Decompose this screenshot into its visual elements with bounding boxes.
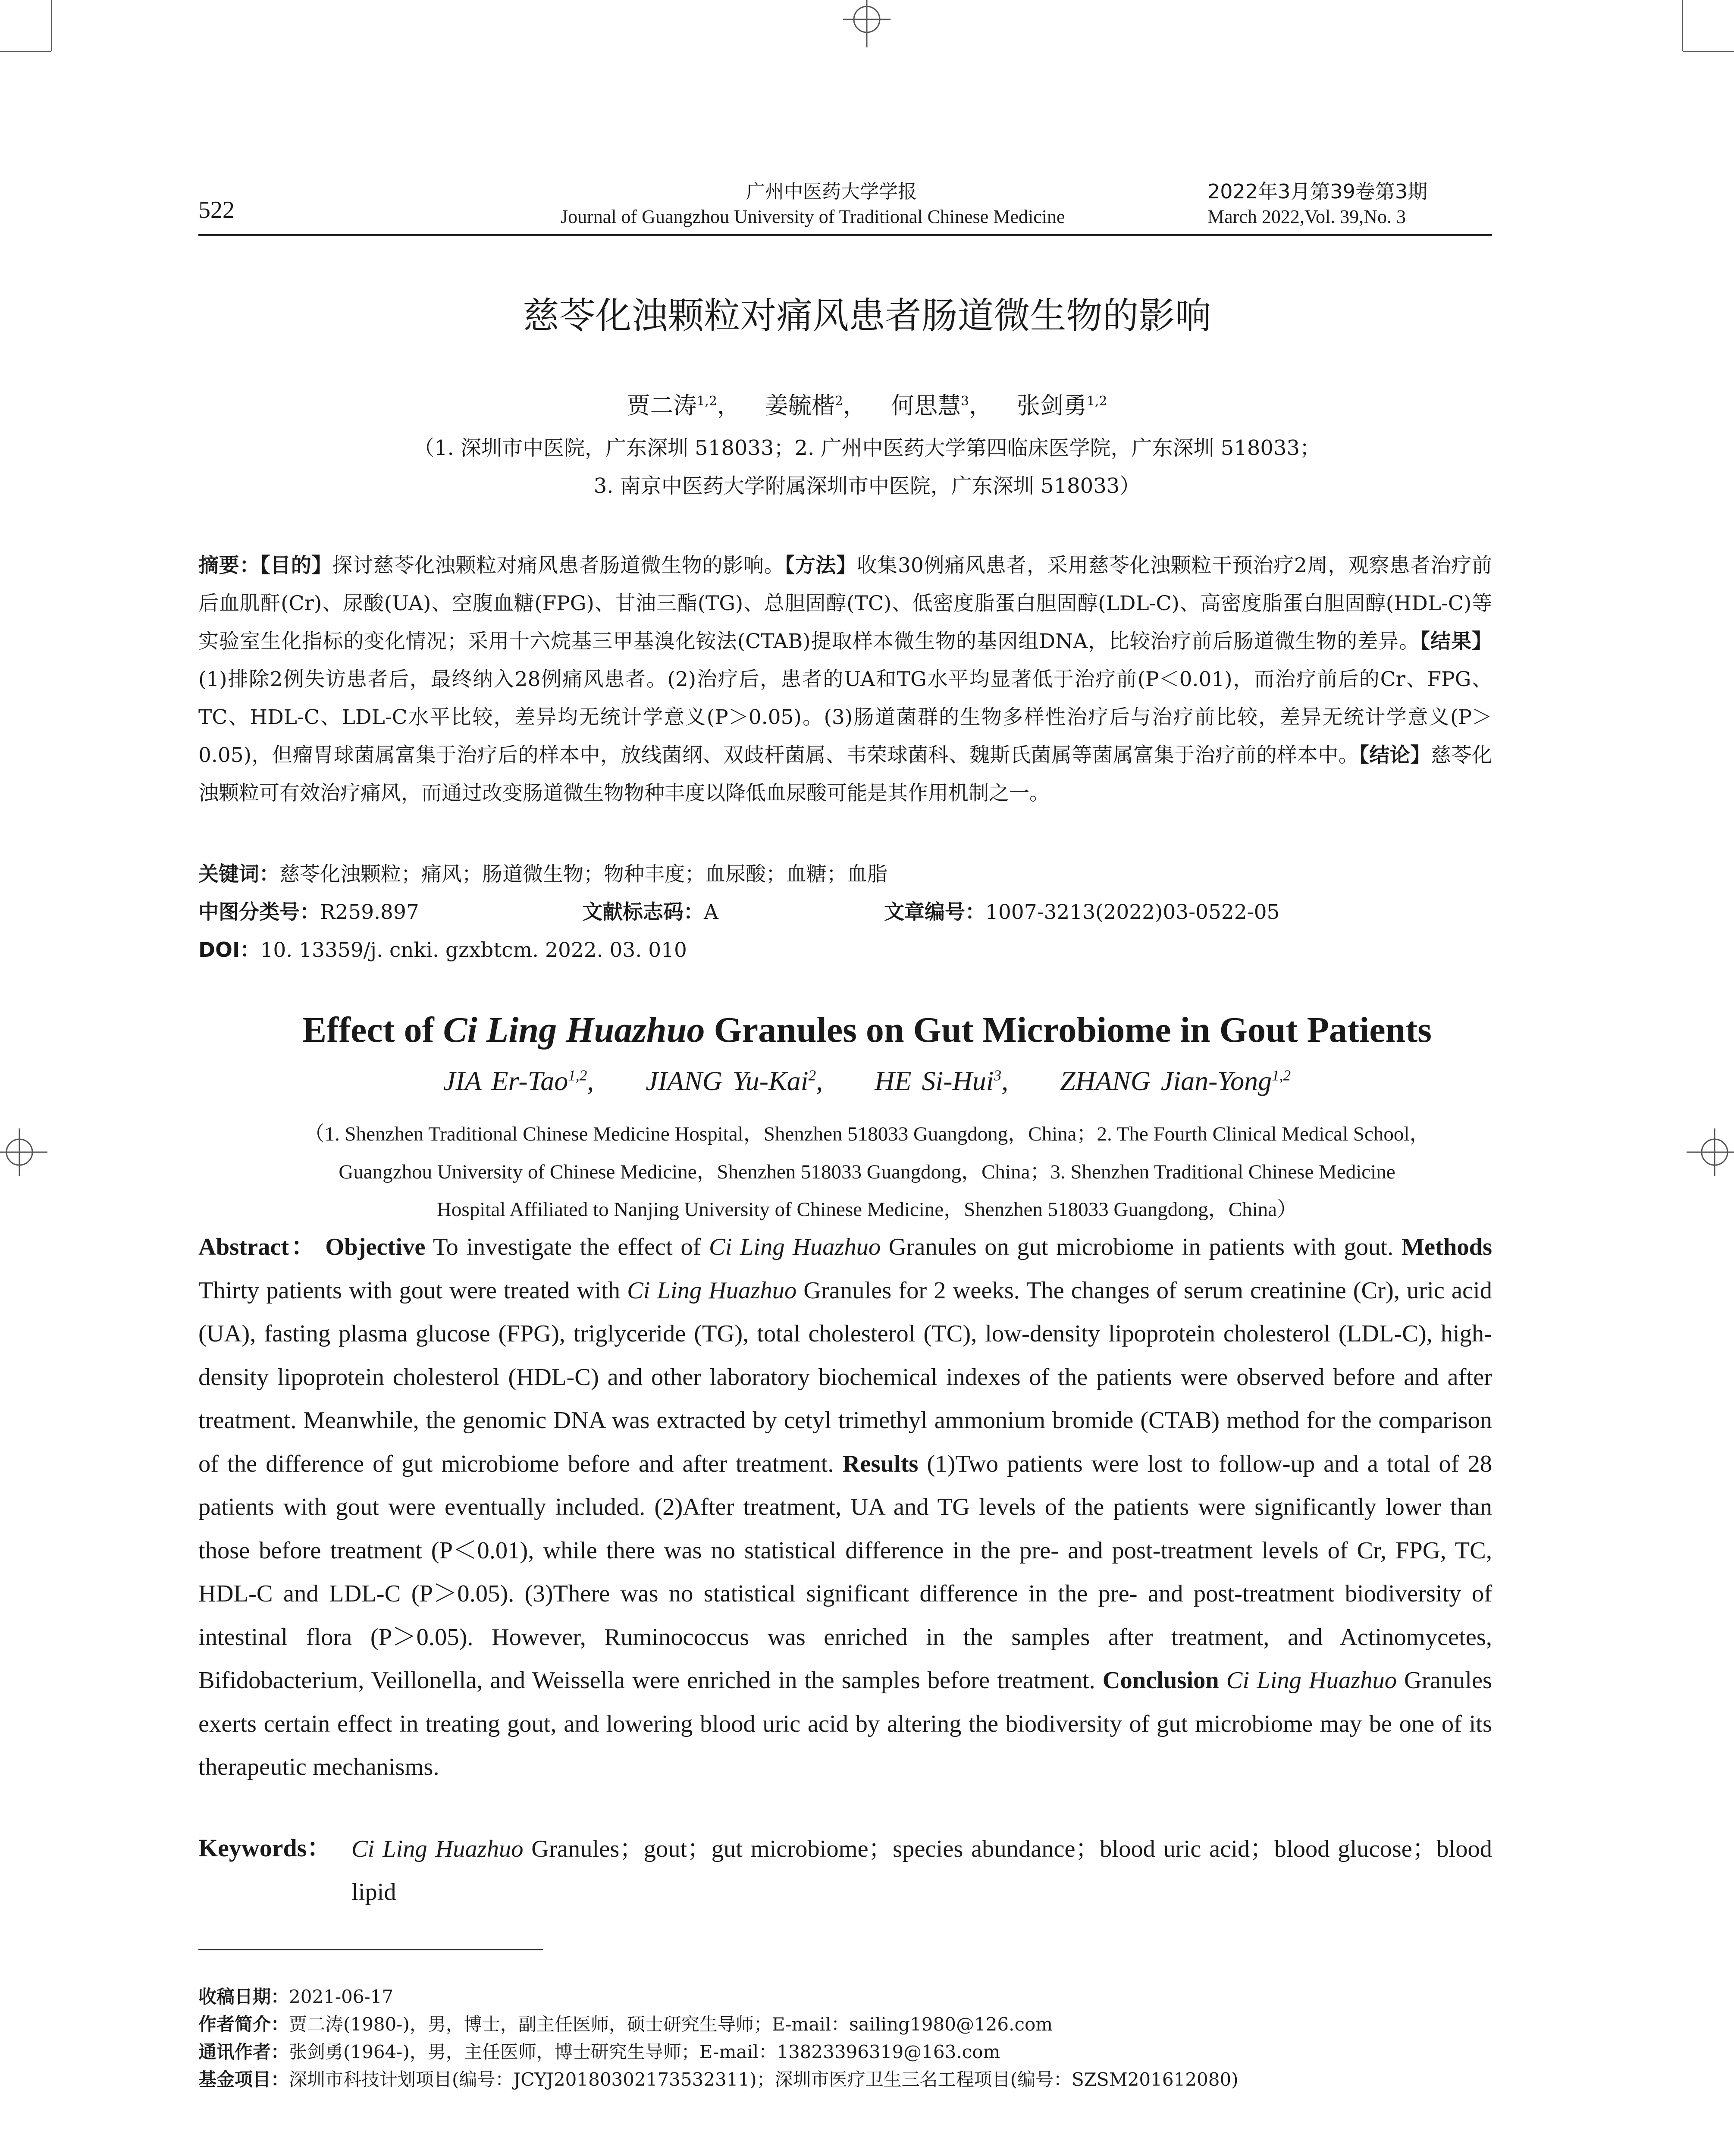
issue-info-cn: 2022年3月第39卷第3期 (1207, 180, 1428, 203)
article-title-cn: 慈苓化浊颗粒对痛风患者肠道微生物的影响 (523, 295, 1211, 337)
crop-mark (51, 0, 52, 51)
author-list-cn: 贾二涛$^{1,2}$， 姜毓楷$^2$， 何思慧$^3$， 张剑勇$^{1,2}$ (627, 392, 1107, 419)
author-name: JIANG Yu-Kai (646, 1065, 809, 1096)
author-affiliation-mark: 3 (961, 394, 969, 409)
author-name: HE Si-Hui (875, 1065, 994, 1096)
clc-number (198, 896, 419, 925)
author-affiliation-mark: 1,2 (568, 1067, 587, 1084)
author-name: 姜毓楷 (765, 392, 835, 419)
issue-info-en: March 2022,Vol. 39,No. 3 (1207, 206, 1406, 227)
affiliation-line-cn: 3. 南京中医药大学附属深圳市中医院，广东深圳 518033） (593, 474, 1141, 498)
author-affiliation-mark: 3 (994, 1067, 1002, 1084)
author-affiliation-mark: 1,2 (696, 394, 717, 409)
conclusion-text-cn: 慈苓化浊颗粒可有效治疗痛风，而通过改变肠道微生物物种丰度以降低血尿酸可能是其作用机制之一。 (198, 743, 1493, 805)
footnote-corresponding-author: 通讯作者：张剑勇(1964-)，男，主任医师，博士研究生导师；E-mail：13823396319@163.com (198, 2041, 1000, 2062)
author-name: 何思慧 (891, 392, 961, 419)
abstract-label-cn: 摘要： (198, 554, 260, 577)
objective-label-cn: 【目的】 (260, 554, 332, 577)
keywords-text-cn: 慈苓化浊颗粒；痛风；肠道微生物；物种丰度；血尿酸；血糖；血脂 (279, 862, 887, 886)
herb-name: Ci Ling Huazhuo (709, 1234, 881, 1260)
crop-mark (0, 51, 51, 52)
journal-name-cn: 广州中医药大学学报 (746, 181, 917, 203)
affiliation-line-en: （1. Shenzhen Traditional Chinese Medicine Hospital，Shenzhen 518033 Guangdong，China；2. The Fourth Clinical Medical School， (304, 1123, 1430, 1145)
herb-name: Ci Ling Huazhuo (1226, 1667, 1397, 1694)
herb-name: Ci Ling Huazhuo (443, 1010, 705, 1050)
author-name: 张剑勇 (1017, 392, 1087, 419)
affiliation-line-en: Guangzhou University of Chinese Medicine，Shenzhen 518033 Guangdong，China；3. Shenzhen Traditional Chinese Medicine (339, 1161, 1395, 1183)
keywords-cn (198, 858, 887, 887)
article-number (884, 896, 1279, 925)
results-label-cn: 【结果】 (1420, 630, 1493, 653)
affiliation-line-en: Hospital Affiliated to Nanjing University of Chinese Medicine，Shenzhen 518033 Guangdong，China） (436, 1198, 1298, 1221)
footnote-funding: 基金项目：深圳市科技计划项目(编号：JCYJ20180302173532311)；深圳市医疗卫生三名工程项目(编号：SZSM201612080) (198, 2069, 1239, 2090)
keywords-text-en: Ci Ling Huazhuo Granules；gout；gut microbiome；species abundance；blood uric acid；blood glucose；blood lipid (351, 1836, 1492, 1905)
footnote-received: 收稿日期：2021-06-17 (198, 1986, 394, 2007)
document-code-label: 文献标志码： (582, 900, 704, 924)
objective-text-cn: 探讨慈苓化浊颗粒对痛风患者肠道微生物的影响。 (332, 554, 785, 577)
author-affiliation-mark: 2 (835, 394, 843, 409)
author-affiliation-mark: 2 (808, 1067, 816, 1084)
herb-name: Ci Ling Huazhuo (627, 1277, 797, 1304)
doi (198, 934, 687, 963)
journal-name-en: Journal of Guangzhou University of Traditional Chinese Medicine (561, 206, 1065, 227)
author-list-en: JIA Er-Tao$^{1,2}$, JIANG Yu-Kai$^2$, HE Si-Hui$^3$, ZHANG Jian-Yong$^{1,2}$ (443, 1065, 1291, 1096)
keywords-label-cn: 关键词： (198, 862, 279, 886)
abstract-cn (198, 547, 1492, 812)
author-name: ZHANG Jian-Yong (1060, 1065, 1272, 1096)
registration-mark-icon (843, 0, 891, 47)
article-number-label: 文章编号： (884, 900, 985, 924)
abstract-label-en: Abstract： (198, 1234, 317, 1260)
document-code-value: A (704, 900, 718, 924)
author-affiliation-mark: 1,2 (1272, 1067, 1291, 1084)
doi-value: 10. 13359/j. cnki. gzxbtcm. 2022. 03. 010 (260, 938, 687, 962)
footnote-rule (198, 1949, 543, 1950)
article-title-en: Effect of Ci Ling Huazhuo Granules on Gut Microbiome in Gout Patients (302, 1010, 1432, 1050)
affiliation-line-cn: （1. 深圳市中医院，广东深圳 518033；2. 广州中医药大学第四临床医学院，广东深圳 518033； (413, 436, 1321, 460)
objective-label-en: Objective (325, 1234, 426, 1260)
results-label-en: Results (842, 1450, 919, 1477)
author-affiliation-mark: 1,2 (1087, 394, 1107, 409)
footnote-author-bio: 作者简介：贾二涛(1980-)，男，博士，副主任医师，硕士研究生导师；E-mail：sailing1980@126.com (198, 2014, 1053, 2035)
page-number: 522 (198, 197, 235, 223)
doi-label: DOI： (198, 938, 260, 962)
author-name: JIA Er-Tao (443, 1065, 568, 1096)
methods-label-en: Methods (1401, 1234, 1493, 1260)
conclusion-label-cn: 【结论】 (1359, 743, 1431, 767)
results-text-cn: (1)排除2例失访患者后，最终纳入28例痛风患者。(2)治疗后，患者的UA和TG水平均显著低于治疗前(P＜0.01)，而治疗前后的Cr、FPG、TC、HDL-C、LDL-C水平比较，差异均无统计学意义(P＞0.05)。(3)肠道菌群的生物多样性治疗后与治疗前比较，差异无统计学意义(P＞0.05)，但瘤胃球菌属富集于治疗后的样本中，放线菌纲、双歧杆菌属、韦荣球菌科、魏斯氏菌属等菌属富集于治疗前的样本中。 (198, 667, 1492, 767)
conclusion-label-en: Conclusion (1102, 1667, 1219, 1694)
clc-label: 中图分类号： (198, 900, 320, 924)
keywords-label-en: Keywords： (198, 1834, 332, 1862)
header-rule (198, 234, 1492, 236)
methods-label-cn: 【方法】 (784, 554, 857, 577)
methods-text-cn: 收集30例痛风患者，采用慈苓化浊颗粒干预治疗2周，观察患者治疗前后血肌酐(Cr)、尿酸(UA)、空腹血糖(FPG)、甘油三酯(TG)、总胆固醇(TC)、低密度脂蛋白胆固醇(LDL-C)、高密度脂蛋白胆固醇(HDL-C)等实验室生化指标的变化情况；采用十六烷基三甲基溴化铵法(CTAB)提取样本微生物的基因组DNA，比较治疗前后肠道微生物的差异。 (198, 554, 1493, 653)
abstract-en: Abstract： Objective To investigate the effect of Ci Ling Huazhuo Granules on gut microbiome in patients with gout. Methods Thirty patients with gout were treated with Ci Ling Huazhuo Granules for 2 weeks. The changes of serum creatinine (Cr), uric acid (UA), fasting plasma glucose (FPG), triglyceride (TG), total cholesterol (TC), low-density lipoprotein cholesterol (LDL-C), high-density lipoprotein cholesterol (HDL-C) and other laboratory biochemical indexes of the patients were observed before and after treatment. Meanwhile, the genomic DNA was extracted by cetyl trimethyl ammonium bromide (CTAB) method for the comparison of the difference of gut microbiome before and after treatment. Results (1)Two patients were lost to follow-up and a total of 28 patients with gout were eventually included. (2)After treatment, UA and TG levels of the patients were significantly lower than those before treatment (P＜0.01), while there was no statistical difference in the pre- and post-treatment levels of Cr, FPG, TC, HDL-C and LDL-C (P＞0.05). (3)There was no statistical significant difference in the pre- and post-treatment biodiversity of intestinal flora (P＞0.05). However, Ruminococcus was enriched in the samples after treatment, and Actinomycetes, Bifidobacterium, Veillonella, and Weissella were enriched in the samples before treatment. Conclusion Ci Ling Huazhuo Granules exerts certain effect in treating gout, and lowering blood uric acid by altering the biodiversity of gut microbiome may be one of its therapeutic mechanisms. (198, 1234, 1493, 1780)
article-number-value: 1007-3213(2022)03-0522-05 (985, 900, 1280, 924)
author-name: 贾二涛 (627, 392, 697, 419)
crop-mark (1682, 0, 1683, 51)
clc-value: R259.897 (320, 900, 419, 924)
document-code (582, 896, 718, 925)
herb-name: Ci Ling Huazhuo (351, 1836, 524, 1862)
crop-mark (1683, 51, 1734, 52)
